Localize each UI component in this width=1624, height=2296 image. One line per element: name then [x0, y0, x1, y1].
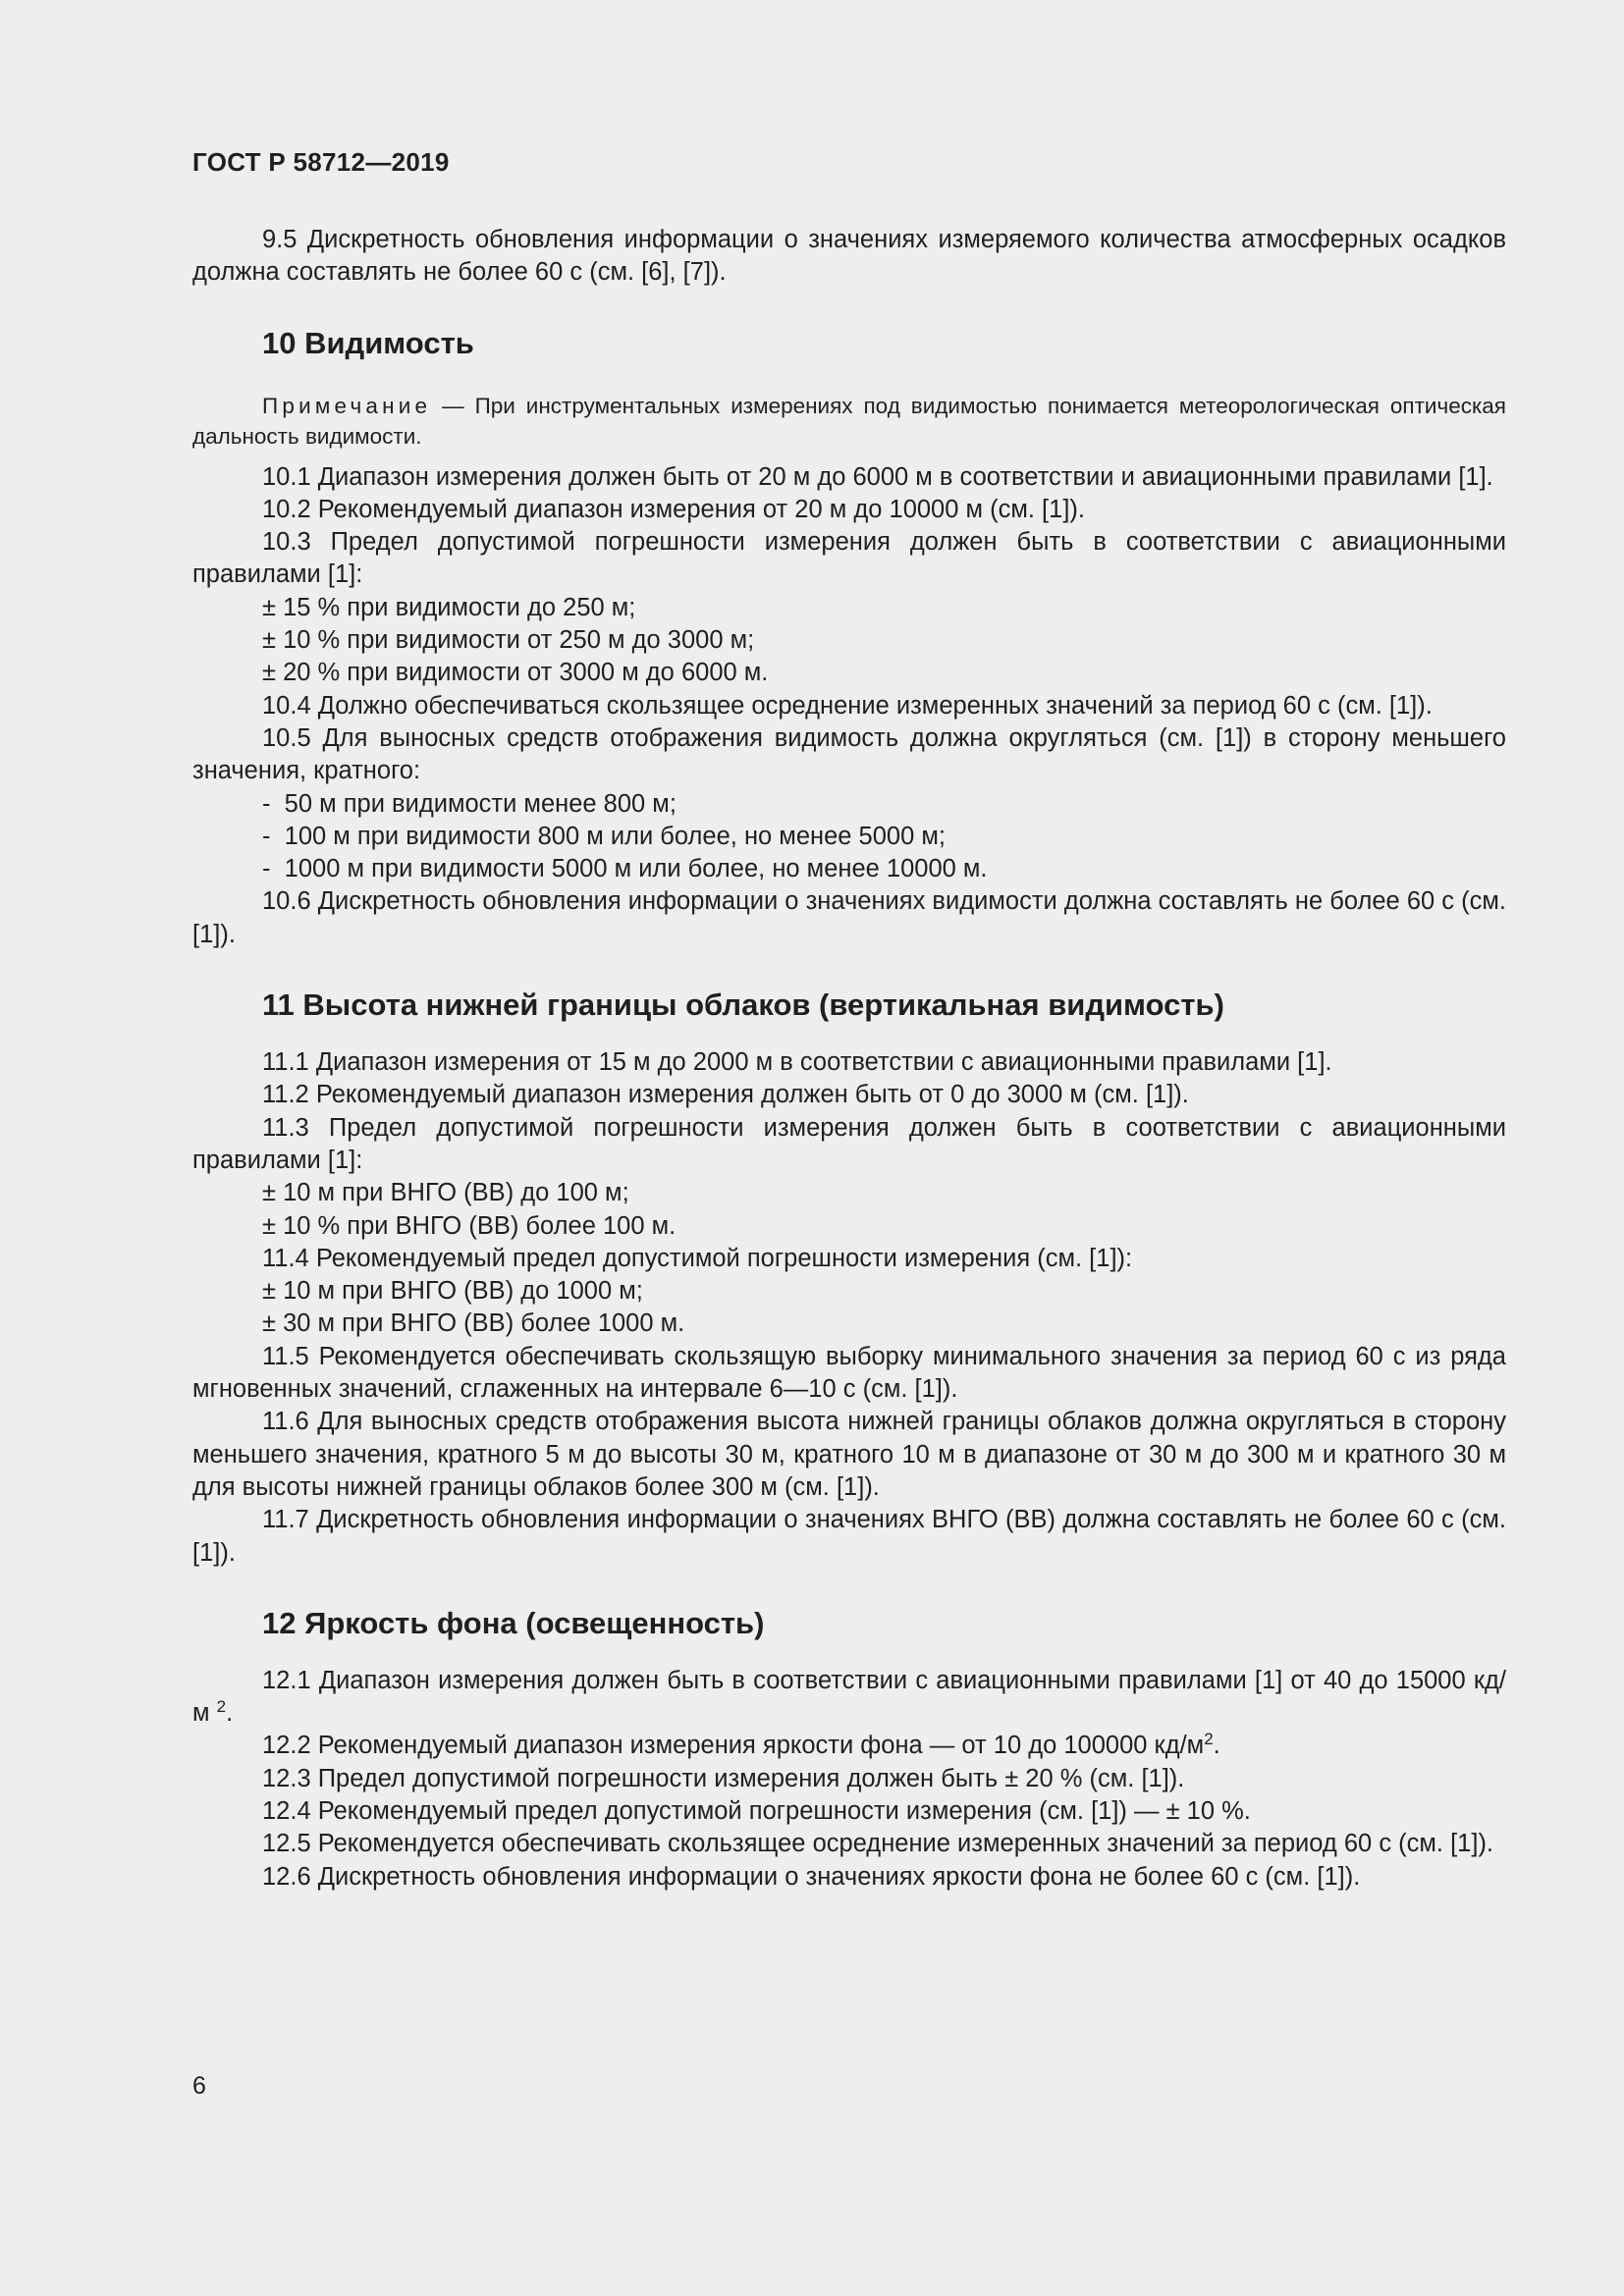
paragraph-10-4: 10.4 Должно обеспечиваться скользящее осреднение измеренных значений за период 60 с (см. [1]).: [262, 691, 1433, 720]
list-item: ± 15 % при видимости до 250 м;: [262, 593, 636, 621]
list-item: ± 10 % при ВНГО (ВВ) более 100 м.: [262, 1211, 677, 1240]
paragraph-12-2-end: .: [1213, 1732, 1220, 1760]
heading-section-11: 11 Высота нижней границы облаков (вертикальная видимость): [262, 988, 1224, 1023]
list-item: - 50 м при видимости менее 800 м;: [262, 789, 677, 818]
list-item: - 1000 м при видимости 5000 м или более, но менее 10000 м.: [262, 855, 988, 883]
list-item: - 100 м при видимости 800 м или более, но менее 5000 м;: [262, 822, 946, 850]
list-item: ± 30 м при ВНГО (ВВ) более 1000 м.: [262, 1309, 685, 1338]
paragraph-12-2-text: 12.2 Рекомендуемый диапазон измерения яркости фона — от 10 до 100000 кд/м: [262, 1732, 1205, 1760]
paragraph-10-1: 10.1 Диапазон измерения должен быть от 20 м до 6000 м в соответствии и авиационными правилами [1].: [262, 462, 1493, 491]
page-number: 6: [192, 2072, 206, 2100]
list-item: ± 10 % при видимости от 250 м до 3000 м;: [262, 626, 755, 655]
paragraph-12-4: 12.4 Рекомендуемый предел допустимой погрешности измерения (см. [1]) — ± 10 %.: [262, 1796, 1251, 1825]
paragraph-11-7: 11.7 Дискретность обновления информации о значениях ВНГО (ВВ) должна составлять не более 60 с (см. [1]).: [192, 1506, 1506, 1567]
paragraph-11-3: 11.3 Предел допустимой погрешности измерения должен быть в соответствии с авиационными правилами [1]:: [192, 1113, 1506, 1174]
paragraph-12-1-text: 12.1 Диапазон измерения должен быть в соответствии с авиационными правилами [1] от 40 до 15000 кд/м: [192, 1666, 1506, 1728]
paragraph-12-1-end: .: [226, 1699, 234, 1728]
document-body: [192, 224, 1506, 1894]
paragraph-11-2: 11.2 Рекомендуемый диапазон измерения должен быть от 0 до 3000 м (см. [1]).: [262, 1081, 1189, 1109]
paragraph-10-2: 10.2 Рекомендуемый диапазон измерения от 20 м до 10000 м (см. [1]).: [262, 495, 1085, 523]
paragraph-12-3: 12.3 Предел допустимой погрешности измерения должен быть ± 20 % (см. [1]).: [262, 1764, 1185, 1792]
paragraph-11-4: 11.4 Рекомендуемый предел допустимой погрешности измерения (см. [1]):: [262, 1244, 1133, 1272]
superscript: 2: [216, 1697, 227, 1717]
list-item: ± 10 м при ВНГО (ВВ) до 1000 м;: [262, 1277, 643, 1306]
paragraph-10-5: 10.5 Для выносных средств отображения видимость должна округляться (см. [1]) в сторону меньшего значения, кратного:: [192, 723, 1506, 785]
superscript: 2: [1204, 1730, 1214, 1749]
document-page: [192, 0, 1506, 2296]
paragraph-11-5: 11.5 Рекомендуется обеспечивать скользящую выборку минимального значения за период 60 с из ряда мгновенных значений, сглаженных на интервале 6—10 с (см. [1]).: [192, 1342, 1506, 1404]
list-item: ± 20 % при видимости от 3000 м до 6000 м.: [262, 659, 769, 687]
running-header: ГОСТ Р 58712—2019: [192, 147, 450, 177]
paragraph-12-6: 12.6 Дискретность обновления информации о значениях яркости фона не более 60 с (см. [1]).: [262, 1862, 1361, 1891]
paragraph-10-3: 10.3 Предел допустимой погрешности измерения должен быть в соответствии с авиационными правилами [1]:: [192, 528, 1506, 589]
paragraph-12-2: [192, 1730, 1506, 1762]
list-item: ± 10 м при ВНГО (ВВ) до 100 м;: [262, 1179, 629, 1207]
heading-section-10: 10 Видимость: [262, 325, 474, 360]
paragraph-12-1: [192, 1665, 1506, 1731]
paragraph-11-6: 11.6 Для выносных средств отображения высота нижней границы облаков должна округляться в сторону меньшего значения, кратного 5 м до высоты 30 м, кратного 10 м в диапазоне от 30 м до 300 м и кратного 30 м для высоты нижней границы облаков более 300 м (см. [1]).: [192, 1408, 1506, 1501]
paragraph-9-5: 9.5 Дискретность обновления информации о значениях измеряемого количества атмосферных осадков должна составлять не более 60 с (см. [6], [7]).: [192, 226, 1506, 287]
note-text: — При инструментальных измерениях под видимостью понимается метеорологическая оптическая дальность видимости.: [192, 393, 1506, 449]
note-section-10: [192, 391, 1506, 452]
paragraph-12-5: 12.5 Рекомендуется обеспечивать скользящее осреднение измеренных значений за период 60 с (см. [1]).: [262, 1830, 1494, 1858]
paragraph-11-1: 11.1 Диапазон измерения от 15 м до 2000 м в соответствии с авиационными правилами [1].: [262, 1048, 1332, 1077]
note-label: Примечание: [262, 393, 432, 418]
heading-section-12: 12 Яркость фона (освещенность): [262, 1605, 765, 1640]
paragraph-10-6: 10.6 Дискретность обновления информации о значениях видимости должна составлять не более 60 с (см. [1]).: [192, 887, 1506, 948]
